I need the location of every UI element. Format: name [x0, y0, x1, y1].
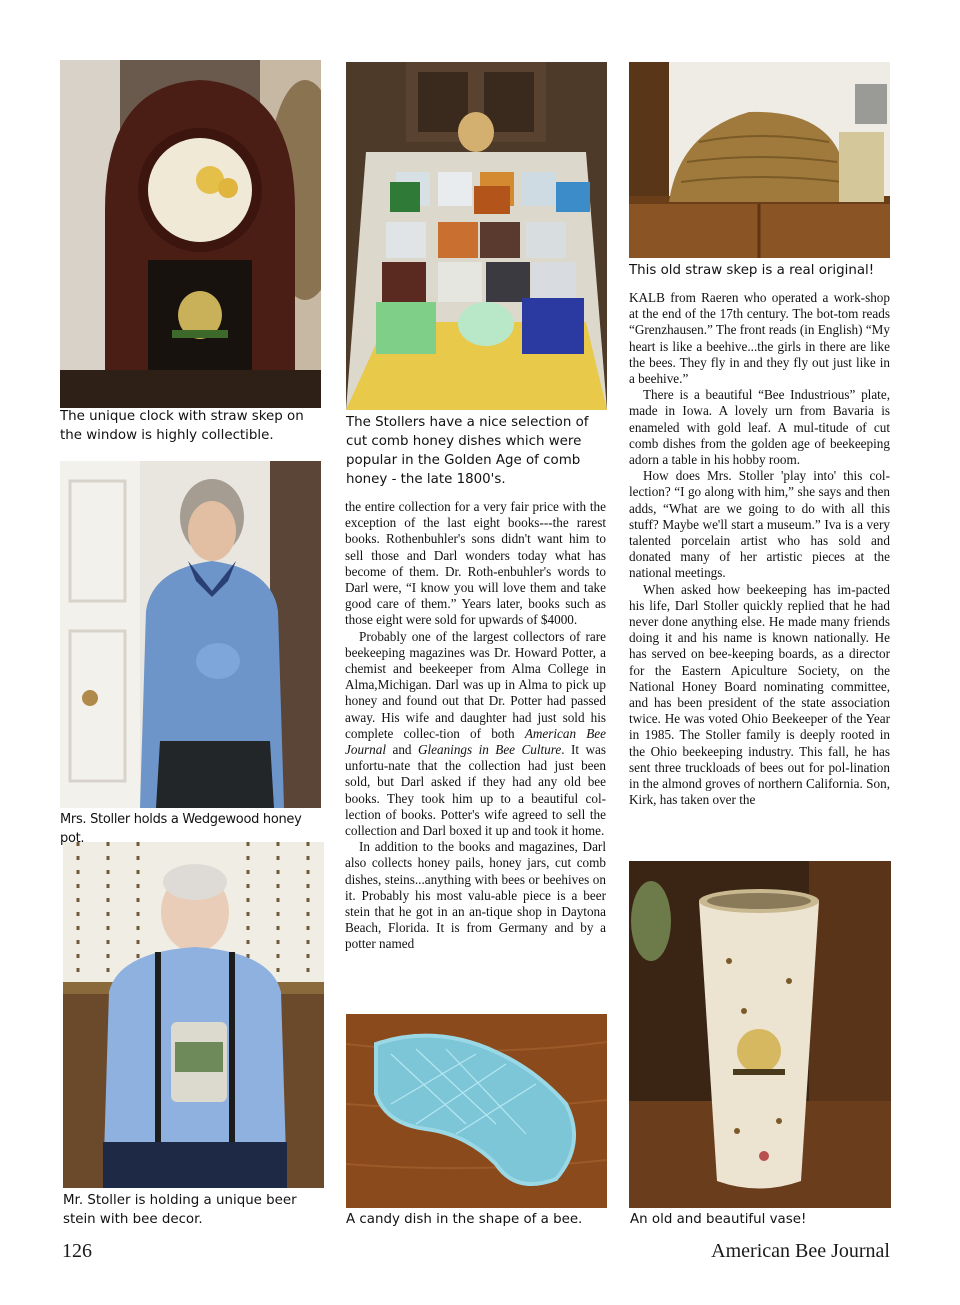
mrs-stoller-caption: Mrs. Stoller holds a Wedgewood honey pot. — [60, 812, 302, 846]
col2-p2-text-b: . It was unfortu-nate that the collection had just been sold, but Darl asked if they had any old bee books. They took him up to a beautiful col-lection of books. Potter's wife agreed to sell the collection and Darl boxed it up and took it home. — [345, 742, 606, 839]
comb-dishes-photo — [346, 62, 607, 410]
col2-paragraph-2 — [345, 629, 606, 840]
clock-photo — [60, 60, 321, 408]
col2-paragraph-1: the entire collection for a very fair price with the exception of the last eight books---the rarest books. Rothenbuhler's sons didn't want him to sell those and Darl wonders today what has become of them. Dr. Roth-enbuhler's words to Darl were, “I know you will love them and take good care of them.” Years later, books such as those eight were sold for upwards of $4000. — [345, 499, 606, 628]
mr-stoller-caption: Mr. Stoller is holding a unique beer stein with bee decor. — [63, 1193, 297, 1227]
candy-dish-photo — [346, 1014, 607, 1208]
vase-photo — [629, 861, 891, 1208]
journal-title-abj: American Bee Journal — [345, 725, 607, 758]
journal-name: American Bee Journal — [711, 1240, 890, 1262]
dishes-caption: The Stollers have a nice selection of cut comb honey dishes which were popular in the Golden Age of comb honey - the late 1800's. — [346, 415, 589, 487]
col3-paragraph-2: There is a beautiful “Bee Industrious” plate, made in Iowa. A lovely urn from Bavaria is enameled with gold leaf. A mul-titude of cut comb dishes from the golden age of beekeeping adorn a table in his hobby room. — [629, 387, 890, 468]
clock-caption: The unique clock with straw skep on the window is highly collectible. — [60, 409, 304, 443]
mr-stoller-photo — [63, 842, 324, 1188]
mrs-stoller-photo — [60, 461, 321, 808]
vase-caption: An old and beautiful vase! — [630, 1212, 807, 1227]
column-2-text — [345, 499, 606, 953]
skep-caption: This old straw skep is a real original! — [629, 263, 875, 278]
page-number: 126 — [62, 1240, 92, 1262]
candy-dish-caption: A candy dish in the shape of a bee. — [346, 1212, 583, 1227]
col2-p2-and: and — [386, 742, 418, 758]
col3-paragraph-4: When asked how beekeeping has im-pacted his life, Darl Stoller quickly replied that he had never done anything else. He made many friends doing it and his name is known nationally. He has served on bee-keeping boards, as a director for the Eastern Apiculture Society, on the National Honey Board nominating committee, and has been president of the state association twice. He was voted Ohio Beekeeper of the Year in 1985. The Stoller family is deeply rooted in the Ohio beekeeping industry. This fall, he has sent three truckloads of bees out for pol-lination in the almond groves of northern California. Son, Kirk, has taken over the — [629, 581, 890, 808]
column-3-text — [629, 290, 890, 809]
straw-skep-photo — [629, 62, 890, 258]
col3-paragraph-3: How does Mrs. Stoller 'play into' this col-lection? “I go along with him,” she says and then adds, “What are we going to do with all this stuff? Maybe we'll start a museum.” Iva is a very talented porcelain artist who has sold and donated many of her artistic pieces at the national meetings. — [629, 468, 890, 581]
col3-paragraph-1: KALB from Raeren who operated a work-shop at the end of the 17th century. The bot-tom reads “Grenzhausen.” The front reads (in English) “My heart is like a beehive...the girls in there are like the bees. They fly in and they fly out just like in a beehive.” — [629, 290, 890, 387]
col2-p2-text-a: Probably one of the largest collectors of rare beekeeping magazines was Dr. Howard Potter, a chemist and beekeeper from Alma College in Alma,Michigan. Darl was up in Alma to pick up honey and found out that Dr. Potter had passed away. His wife and daughter had just sold his complete collec-tion of both — [345, 628, 606, 741]
col2-paragraph-3: In addition to the books and magazines, Darl also collects honey pails, honey jars, cut comb dishes, steins...anything with bees or beehives on it. Probably his most valu-able piece is a beer stein that he got in an an-tique shop in Daytona Beach, Florida. It is from Germany and by a potter named — [345, 839, 606, 952]
journal-title-gleanings: Gleanings in Bee Culture — [417, 742, 562, 758]
